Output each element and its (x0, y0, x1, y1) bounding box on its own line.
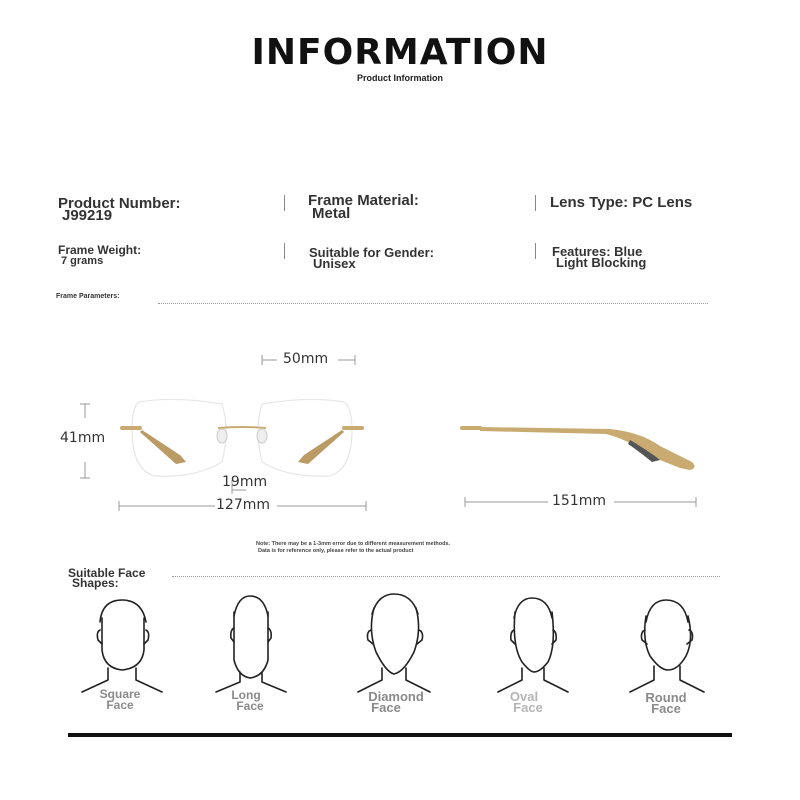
frame-material-label: Frame Material: (308, 192, 419, 209)
oval-face-icon (498, 598, 568, 692)
long-face-icon (216, 596, 286, 692)
face-label-line1: Oval (509, 689, 539, 704)
bottom-divider-bar (68, 733, 732, 737)
bridge-measure: 19mm (222, 474, 268, 490)
square-face-label (80, 689, 160, 711)
face-label-line1: Long (231, 688, 261, 702)
face-label-line2: Face (371, 700, 401, 715)
measurement-note-line2: Data is for reference only, please refer to the actual product (258, 548, 414, 554)
face-label-line1: Round (645, 690, 687, 705)
gender-label: Suitable for Gender: (309, 245, 434, 260)
face-label-line2: Face (513, 700, 543, 715)
frame-width-measure: 127mm (216, 497, 270, 513)
features-value: Light Blocking (556, 255, 647, 270)
features-label: Features: Blue (552, 244, 643, 259)
face-shapes-label-line2: Shapes: (72, 576, 119, 590)
frame-material-value: Metal (312, 205, 351, 222)
diamond-face-label (356, 691, 436, 713)
square-face-icon (82, 600, 162, 692)
face-label-line2: Face (651, 701, 681, 716)
face-label-line2: Face (236, 699, 264, 713)
page-subtitle: Product Information (357, 73, 443, 83)
lens-type: Lens Type: PC Lens (550, 194, 693, 211)
page-title: INFORMATION (251, 32, 549, 73)
frame-weight-value: 7 grams (61, 255, 104, 267)
long-face-label (206, 690, 286, 712)
diamond-face-icon (358, 594, 430, 692)
round-face-icon (630, 600, 704, 692)
lens-height-measure: 41mm (60, 430, 106, 446)
product-number-label: Product Number: (58, 195, 181, 212)
face-label-line2: Face (106, 698, 134, 712)
gender-value: Unisex (313, 256, 356, 271)
frame-parameters-label: Frame Parameters: (56, 293, 120, 300)
oval-face-label (484, 691, 564, 713)
face-shapes-label-line1: Suitable Face (68, 566, 146, 580)
face-label-line1: Diamond (368, 689, 424, 704)
round-face-label (626, 692, 706, 714)
frame-weight-label: Frame Weight: (58, 243, 142, 257)
product-number-value: J99219 (62, 207, 113, 224)
measurement-note-line1: Note: There may be a 1-3mm error due to different measurement methods. (256, 541, 451, 547)
temple-length-measure: 151mm (552, 493, 606, 509)
face-label-line1: Square (99, 687, 141, 701)
lens-width-measure: 50mm (283, 351, 329, 367)
